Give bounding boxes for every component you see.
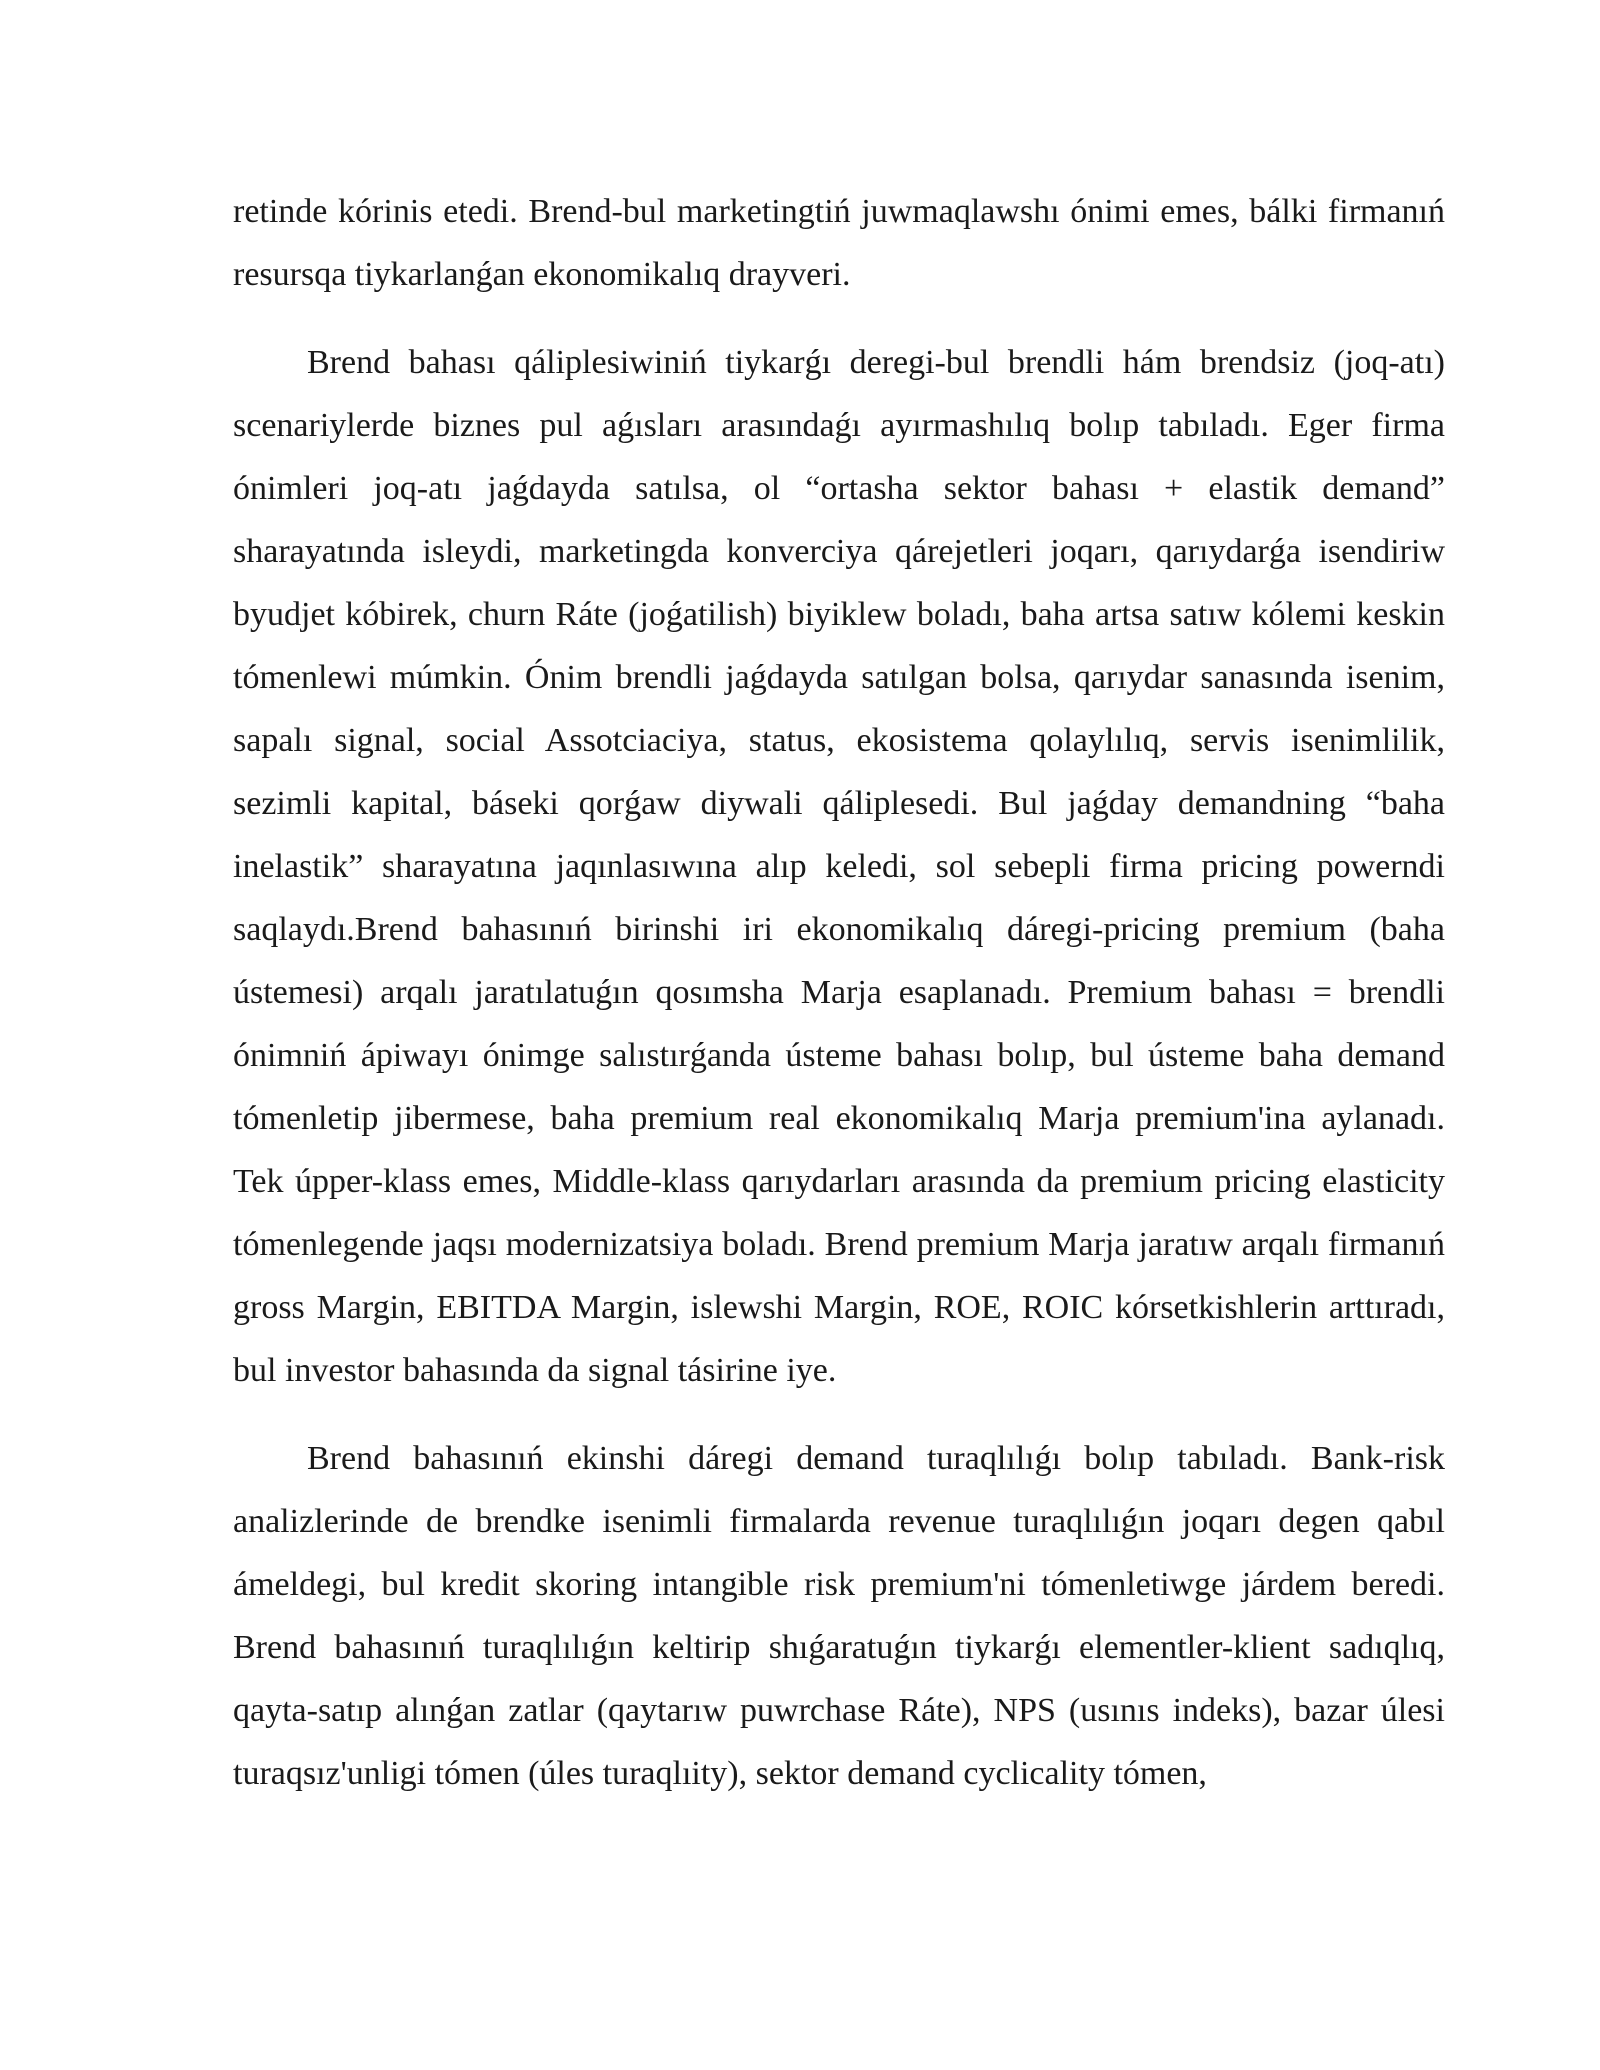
document-page bbox=[233, 180, 1445, 1805]
paragraph-3: Brend bahasınıń ekinshi dáregi demand turaqlılıǵı bolıp tabıladı. Bank-risk analizlerinde de brendke isenimli firmalarda revenue turaqlılıǵın joqarı degen qabıl ámeldegi, bul kredit skoring intangible risk premium'ni tómenletiwge járdem beredi. Brend bahasınıń turaqlılıǵın keltirip shıǵaratuǵın tiykarǵı elementler-klient sadıqlıq, qayta-satıp alınǵan zatlar (qaytarıw puwrchase Ráte), NPS (usınıs indeks), bazar úlesi turaqsız'unligi tómen (úles turaqlıity), sektor demand cyclicality tómen, bbox=[233, 1440, 1445, 1792]
paragraph-1: retinde kórinis etedi. Brend-bul marketingtiń juwmaqlawshı ónimi emes, bálki firmanıń resursqa tiykarlanǵan ekonomikalıq drayveri. bbox=[233, 193, 1445, 293]
paragraph-2: Brend bahası qáliplesiwiniń tiykarǵı deregi-bul brendli hám brendsiz (joq-atı) scenariylerde biznes pul aǵısları arasındaǵı ayırmashılıq bolıp tabıladı. Eger firma ónimleri joq-atı jaǵdayda satılsa, ol “ortasha sektor bahası + elastik demand” sharayatında isleydi, marketingda konverciya qárejetleri joqarı, qarıydarǵa isendiriw byudjet kóbirek, churn Ráte (joǵatilish) biyiklew boladı, baha artsa satıw kólemi keskin tómenlewi múmkin. Ónim brendli jaǵdayda satılgan bolsa, qarıydar sanasında isenim, sapalı signal, social Assotciaciya, status, ekosistema qolaylılıq, servis isenimlilik, sezimli kapital, báseki qorǵaw diywali qáliplesedi. Bul jaǵday demandning “baha inelastik” sharayatına jaqınlasıwına alıp keledi, sol sebepli firma pricing powerndi saqlaydı.Brend bahasınıń birinshi iri ekonomikalıq dáregi-pricing premium (baha ústemesi) arqalı jaratılatuǵın qosımsha Marja esaplanadı. Premium bahası = brendli ónimniń ápiwayı ónimge salıstırǵanda ústeme bahası bolıp, bul ústeme baha demand tómenletip jibermese, baha premium real ekonomikalıq Marja premium'ina aylanadı. Tek úpper-klass emes, Middle-klass qarıydarları arasında da premium pricing elasticity tómenlegende jaqsı modernizatsiya boladı. Brend premium Marja jaratıw arqalı firmanıń gross Margin, EBITDA Margin, islewshi Margin, ROE, ROIC kórsetkishlerin arttıradı, bul investor bahasında da signal tásirine iye. bbox=[233, 344, 1445, 1389]
